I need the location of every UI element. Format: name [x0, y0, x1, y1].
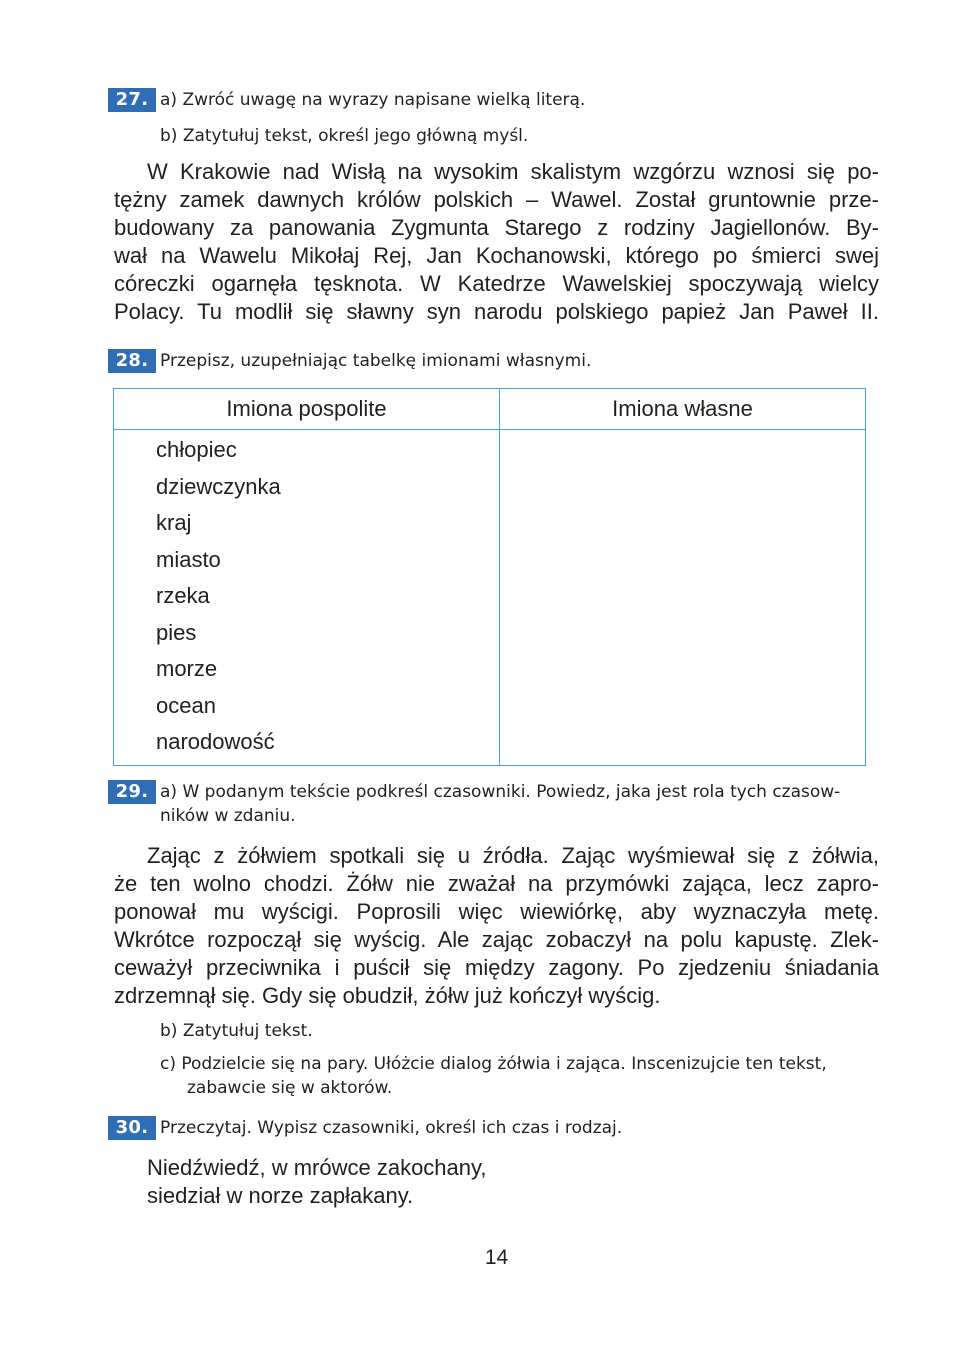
text-line: budowany za panowania Zygmunta Starego z rodziny Jagiellonów. By-: [114, 215, 879, 240]
poem-line: Niedźwiedź, w mrówce zakochany,: [147, 1155, 487, 1180]
list-item: ocean: [156, 692, 216, 718]
poem-line: siedział w norze zapłakany.: [147, 1183, 414, 1208]
exercise-29-instruction-c-continued: zabawcie się w aktorów.: [187, 1078, 393, 1098]
exercise-28-header: [108, 349, 591, 373]
nouns-table: [113, 388, 866, 766]
list-item: miasto: [156, 546, 221, 572]
exercise-27-header: [108, 88, 585, 112]
exercise-29-instruction-b: b) Zatytułuj tekst.: [160, 1021, 313, 1041]
table-header-proper-nouns: Imiona własne: [500, 389, 866, 430]
exercise-27-text: [114, 158, 879, 326]
text-line: że ten wolno chodzi. Żółw nie zważał na przymówki zająca, lecz zapro-: [114, 871, 879, 896]
list-item: dziewczynka: [156, 473, 281, 499]
common-nouns-list: [114, 430, 499, 765]
exercise-30-header: [108, 1116, 622, 1140]
text-line: ponował mu wyścigi. Poprosili więc wiewiórkę, aby wyznaczyła metę.: [114, 899, 879, 924]
exercise-28-instruction: Przepisz, uzupełniając tabelkę imionami własnymi.: [160, 351, 592, 371]
list-item: chłopiec: [156, 437, 237, 462]
exercise-29-instruction-a: a) W podanym tekście podkreśl czasowniki. Powiedz, jaka jest rola tych czasow-: [160, 782, 841, 802]
exercise-30-instruction: Przeczytaj. Wypisz czasowniki, określ ich czas i rodzaj.: [160, 1118, 623, 1138]
text-line: tężny zamek dawnych królów polskich – Wawel. Został gruntownie prze-: [114, 187, 879, 212]
text-line: ceważył przeciwnika i puścił się między zagony. Po zjedzeniu śniadania: [114, 955, 879, 980]
proper-nouns-cell: [500, 430, 866, 766]
text-line: córeczki ogarnęła tęsknota. W Katedrze Wawelskiej spoczywają wielcy: [114, 271, 879, 296]
exercise-number-badge: 30.: [108, 1116, 156, 1140]
table-header-common-nouns: Imiona pospolite: [114, 389, 500, 430]
list-item: kraj: [156, 510, 192, 535]
exercise-30-poem: [147, 1154, 747, 1210]
text-line: Wkrótce rozpoczął się wyścig. Ale zając zobaczył na polu kapustę. Zlek-: [114, 927, 879, 952]
exercise-27-instruction-a: a) Zwróć uwagę na wyrazy napisane wielką literą.: [160, 90, 586, 110]
exercise-29-instruction-c: c) Podzielcie się na pary. Ułóżcie dialog żółwia i zająca. Inscenizujcie ten tekst,: [160, 1054, 827, 1074]
exercise-29-text: [114, 842, 879, 1010]
list-item: morze: [156, 656, 218, 681]
common-nouns-cell: [114, 430, 500, 766]
exercise-27-instruction-b: b) Zatytułuj tekst, określ jego główną myśl.: [160, 126, 529, 146]
exercise-29-instruction-a-continued: ników w zdaniu.: [160, 806, 296, 826]
exercise-number-badge: 28.: [108, 349, 156, 373]
page-number: 14: [484, 1246, 509, 1269]
text-line: W Krakowie nad Wisłą na wysokim skalistym wzgórzu wznosi się po-: [147, 159, 879, 184]
exercise-number-badge: 27.: [108, 88, 156, 112]
text-line: Zając z żółwiem spotkali się u źródła. Zając wyśmiewał się z żółwia,: [147, 843, 879, 868]
text-line: zdrzemnął się. Gdy się obudził, żółw już kończył wyścig.: [114, 983, 661, 1008]
list-item: narodowość: [156, 729, 275, 754]
list-item: rzeka: [156, 583, 210, 608]
text-line: Polacy. Tu modlił się sławny syn narodu polskiego papież Jan Paweł II.: [114, 299, 879, 324]
exercise-29-header: [108, 780, 840, 804]
exercise-number-badge: 29.: [108, 780, 156, 804]
list-item: pies: [156, 619, 197, 645]
text-line: wał na Wawelu Mikołaj Rej, Jan Kochanowski, którego po śmierci swej: [114, 243, 879, 268]
